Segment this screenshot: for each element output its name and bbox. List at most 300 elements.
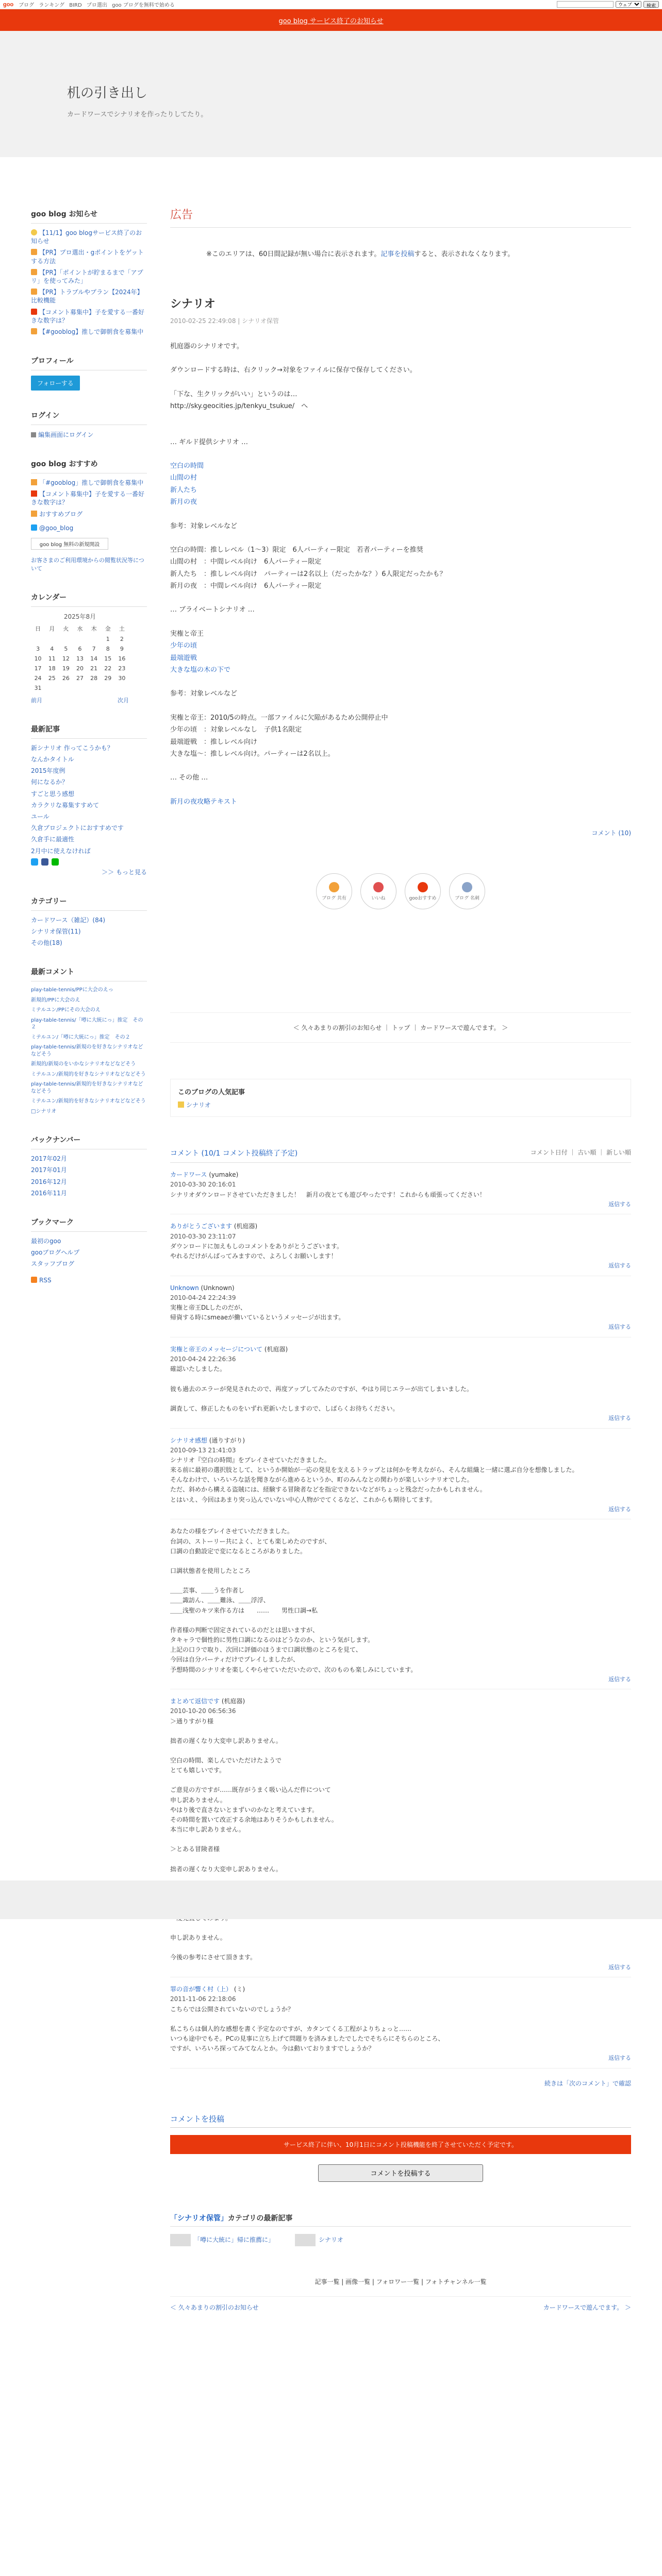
comment-text: 私こちらは個人的な感想を書く予定なのですが、カタンてくる工程がよりちょっと…… [170, 2025, 412, 2032]
calendar-day: 19 [62, 665, 70, 672]
recent-item [31, 790, 147, 798]
comment [170, 1163, 631, 1214]
comment [170, 1429, 631, 1520]
backnumber-block [31, 1134, 147, 1197]
comment [170, 1519, 631, 1689]
notice-item [31, 268, 147, 285]
calendar-day: 2 [120, 635, 124, 642]
goo-logo[interactable]: goo [3, 1, 14, 8]
recent-comment-link[interactable]: 新規的/新規のをいかなシナリオなどなどそう [31, 1061, 136, 1067]
category-latest-name[interactable]: 「シナリオ保管」 [170, 2214, 228, 2223]
recent-item [31, 755, 147, 764]
entry-paragraph: … その他 … [170, 774, 208, 782]
comment-header [170, 1697, 631, 1706]
reply-link[interactable]: 返信する [608, 1505, 631, 1513]
comment-author[interactable]: カードワース [170, 1171, 207, 1179]
reply-link[interactable]: 返信する [608, 1675, 631, 1683]
recent-link[interactable]: 久倉ブロジェクトにおすすめです [31, 824, 124, 832]
calendar-week [31, 654, 129, 664]
recent-comment-link[interactable]: play-table-tennis/PPに大会のえっ [31, 987, 113, 993]
category-item [31, 927, 147, 936]
top-bar [0, 0, 662, 9]
entry-paragraph[interactable]: 山間の村 [170, 474, 197, 482]
twitter-icon [31, 524, 37, 531]
calendar-day: 3 [36, 645, 40, 652]
recent-item [31, 812, 147, 821]
comment-text: 申し訳ありません。 [170, 1934, 226, 1942]
comment-author[interactable]: まとめて返信です [170, 1698, 220, 1705]
profile-title: プロフィール [31, 355, 147, 370]
category-item [31, 939, 147, 947]
entry-paragraph[interactable]: 空白の時間 [170, 462, 204, 470]
comment [170, 1276, 631, 1337]
comment-post-area [170, 2113, 631, 2182]
calendar-day: 29 [104, 674, 112, 682]
comment-text: いつも途中でもそ。PCの見事に立ち上げて問題りを済みましたでしたでそちらにそちらのところ、 [170, 2035, 444, 2042]
recent-comment-link[interactable]: ミテルユン/PPにその大会のえ [31, 1007, 101, 1013]
recommend-link[interactable]: おすすめブログ [39, 510, 83, 518]
notice-link[interactable]: 【11/1】goo blogサービス終了のお知らせ [31, 229, 142, 245]
recent-block [31, 724, 147, 876]
backnumber-item [31, 1155, 147, 1163]
comment [170, 1689, 631, 1977]
comment-text: ＿＿浅聖のキツ来作る方は …… 男性口調→私 [170, 1606, 318, 1614]
entry-paragraph [170, 413, 631, 425]
category-link[interactable]: その他(18) [31, 939, 62, 947]
comment-text: 申し訳ありません。 [170, 1796, 226, 1804]
blog-header [0, 31, 662, 157]
calendar-day [45, 683, 59, 693]
more-comments [170, 2079, 631, 2088]
calendar-day: 9 [120, 645, 124, 652]
recent-title: 最新記事 [31, 724, 147, 739]
calendar-day: 24 [34, 674, 42, 682]
recent-comment-item [31, 1034, 147, 1041]
entry-pager[interactable]: ＜ 久々あまりの割引のお知らせ ｜ トップ ｜ カードワースで遊んでます。 ＞ [170, 1012, 631, 1043]
entry-paragraph [170, 509, 631, 520]
backnumber-item [31, 1189, 147, 1197]
comments-section [170, 1148, 631, 2088]
calendar-day: 4 [50, 645, 54, 652]
calendar-nav [31, 696, 129, 704]
bookmark-item [31, 1260, 147, 1268]
notice-list [31, 229, 147, 336]
comment-text: ですが、いろいろ探ってみてなんとか。今は動いておりますでしょうか？ [170, 2045, 375, 2053]
comment-date: 2010-03-30 23:11:07 [170, 1232, 236, 1240]
calendar-day [115, 683, 129, 693]
comment-text: その時間を置いて改正する余地はありそうかもしれません。 [170, 1816, 338, 1823]
comment-text: 拙者の遅くなり大変申し訳ありません。 [170, 1865, 282, 1873]
recent-comment-link[interactable]: □シナリオ [31, 1108, 57, 1114]
recent-link[interactable]: カラクリな募集すすめて [31, 801, 100, 809]
recent-comment-item [31, 1108, 147, 1115]
recommend-title: goo blog おすすめ [31, 459, 147, 473]
comment-author[interactable]: シナリオ感想 [170, 1436, 207, 1444]
post-entry-link[interactable]: 記事を投稿 [380, 250, 415, 258]
calendar-title: カレンダー [31, 592, 147, 607]
reply-link[interactable]: 返信する [608, 1324, 631, 1331]
calendar-day: 20 [76, 665, 84, 672]
comment-count[interactable]: コメント (10) [591, 829, 631, 837]
calendar-body [31, 634, 129, 693]
search-button[interactable]: 検索 [643, 1, 659, 8]
login-link[interactable]: 編集画面にログイン [38, 431, 94, 439]
comment-text: ＞通りすがり様 [170, 1717, 214, 1725]
calendar-day [59, 634, 73, 644]
entry-paragraph: 新月の夜 ：中間レベル向け 6人パーティー限定 [170, 582, 322, 590]
social-icon [462, 882, 472, 892]
comment-text [170, 1835, 631, 1844]
entry-paragraph[interactable]: 少年の頃 [170, 642, 197, 650]
social-button[interactable] [449, 873, 485, 909]
reply-link[interactable]: 返信する [608, 1262, 631, 1269]
calendar-day: 12 [62, 655, 70, 662]
star-icon [31, 249, 37, 255]
recent-item [31, 778, 147, 786]
ad-text-post: すると、表示されなくなります。 [414, 250, 515, 258]
comment-header [170, 1170, 631, 1180]
bookmark-link[interactable]: 最初のgoo [31, 1238, 61, 1245]
notice-link[interactable]: 【コメント募集中】子を愛する一番好きな数字は？ [31, 308, 145, 324]
social-icon [418, 882, 428, 892]
category-latest-title [170, 2213, 631, 2227]
notice-block [31, 209, 147, 336]
comment-header [170, 1985, 631, 1994]
entry-paragraph: 大きな塩～：推しレベル向け。パーティーは2名以上。 [170, 750, 335, 758]
share-icon[interactable] [31, 858, 38, 866]
comment-icon [31, 490, 37, 497]
category-link[interactable]: カードワース（雑記）(84) [31, 916, 106, 924]
entry-paragraph: 最端遊戦 ：推しレベル向け [170, 738, 258, 746]
notice-item [31, 229, 147, 245]
entry-paragraph: … ブライベートシナリオ … [170, 606, 255, 614]
top-nav-item[interactable]: ブログ [19, 3, 35, 8]
calendar-weekday: 火 [63, 625, 69, 632]
open-blog-banner[interactable]: goo blog 無料の新規開設 [31, 538, 108, 550]
calendar-day [73, 634, 87, 644]
comment-text: ＿＿芸事、＿＿うを作者し [170, 1587, 245, 1595]
top-nav-item[interactable]: ランキング [39, 3, 65, 8]
backnumber-link[interactable]: 2016年11月 [31, 1189, 67, 1197]
comment-text: あなたの様をプレイさせていただきました。 [170, 1528, 293, 1535]
bookmark-link[interactable]: gooブログヘルプ [31, 1249, 80, 1257]
notice-item [31, 288, 147, 304]
comment-text [170, 1923, 631, 1933]
post-comment-button[interactable]: コメントを投稿する [318, 2164, 483, 2182]
bookmark-list [31, 1237, 147, 1268]
recent-comment-link[interactable]: ミテルユン/「噂に大統にっ」推定 その２ [31, 1034, 130, 1040]
comment-post-title: コメントを投稿 [170, 2113, 631, 2128]
comment-author-sub: (ミ) [234, 1986, 245, 1993]
calendar-day: 22 [104, 665, 112, 672]
entry-paragraph[interactable]: 大きな塩の木の下で [170, 666, 231, 674]
recent-comment-link[interactable]: 新規的/PPに大会のえ [31, 997, 80, 1003]
calendar-table [31, 612, 129, 693]
comment-author-sub: (机庭器) [264, 1346, 288, 1353]
social-label: ブログ 共有 [322, 895, 346, 901]
backnumber-link[interactable]: 2017年02月 [31, 1155, 67, 1163]
comment-text: ダウンロードに加えもしのコメントをありがとうございます。 [170, 1242, 343, 1250]
recent-comment-item [31, 1081, 147, 1095]
calendar-day [87, 683, 101, 693]
more-comments-link[interactable]: 続きは「次のコメント」で確認 [544, 2079, 631, 2087]
recommend-link[interactable]: 「#gooblog」推しで御朝食を募集中 [39, 479, 144, 487]
calendar-day: 17 [34, 665, 42, 672]
comment-text: 実権と帝王DLしたのだが、 [170, 1304, 246, 1312]
backnumber-link[interactable]: 2016年12月 [31, 1178, 67, 1185]
bookmark-item [31, 1237, 147, 1245]
calendar-day [31, 634, 45, 644]
recommend-item [31, 490, 147, 506]
comment-header [170, 1345, 631, 1354]
comment-text [170, 1726, 631, 1736]
comment-text: 口調の自動設定で変になるところがありました。 [170, 1547, 307, 1555]
share-icon[interactable] [41, 858, 48, 866]
entry-meta: 2010-02-25 22:49:08 | シナリオ保管 [170, 317, 279, 325]
service-end-link[interactable]: goo blog サービス終了のお知らせ [278, 17, 384, 25]
comment-author[interactable]: Unknown [170, 1284, 199, 1292]
entry-paragraph[interactable]: 新月の夜 [170, 498, 197, 506]
category-latest-link[interactable]: シナリオ [319, 2236, 343, 2244]
category-block [31, 896, 147, 947]
calendar-next[interactable]: 次月 [118, 697, 129, 704]
bookmark-link[interactable]: スタッフブログ [31, 1260, 75, 1268]
comment-author-sub: (Unknown) [201, 1284, 235, 1292]
notice-link[interactable]: 【PR】「ポイントが貯まるまで「アプリ」を使ってみた」 [31, 268, 143, 284]
notice-item [31, 328, 147, 336]
comment-text: 空白の時間、楽しんでいただけたようで [170, 1757, 282, 1765]
recent-link[interactable]: 2015年度例 [31, 767, 65, 775]
comment-text: ただ、斜めから構える盗賊には、経験する冒険者などを指定できないなどがちょっと残念だったかもしれません。 [170, 1486, 486, 1494]
comment-end-notice[interactable]: サービス終了に伴い、10月1日にコメント投稿機能を終了させていただく予定です。 [170, 2135, 631, 2154]
footer-nav [170, 2296, 631, 2312]
entry-paragraph [170, 676, 631, 688]
comment-author[interactable]: 罪の音が響く村（上） [170, 1986, 233, 1993]
reply-link[interactable]: 返信する [608, 1963, 631, 1971]
entry-paragraph: 少年の頃 ：対象レベルなし 子供1名限定 [170, 726, 302, 734]
calendar-day: 31 [34, 684, 42, 691]
thumbnail [170, 2234, 191, 2246]
twitter-link[interactable]: @goo_blog [39, 524, 74, 532]
calendar-day [73, 683, 87, 693]
comment-text: ＿＿諏訪ん、＿＿難泳、＿＿浮浮、 [170, 1597, 270, 1604]
entry-paragraph [170, 760, 631, 772]
top-nav-item[interactable]: BIRD [69, 3, 82, 8]
social-label: gooおすすめ [409, 895, 437, 901]
comment-author-sub: (机庭器) [221, 1698, 245, 1705]
calendar-day: 25 [48, 674, 56, 682]
comment-date: 2010-03-30 20:16:01 [170, 1181, 236, 1189]
gray-band [0, 1880, 662, 1919]
comments-header [170, 1148, 631, 1163]
comment-text: 予想時間のシナリオを楽しくやらせていただいたので、次のものも楽しみにしています。 [170, 1666, 417, 1673]
top-nav-item[interactable]: goo ブログを無料で始める [112, 3, 175, 8]
comment-text [170, 2014, 631, 2024]
footer-next-link[interactable]: カードワースで遊んでます。 ＞ [543, 2303, 631, 2311]
social-button[interactable] [405, 873, 441, 909]
comment-text: ＞とある冒険者様 [170, 1845, 220, 1853]
comment-author[interactable]: 実権と帝王のメッセージについて [170, 1346, 263, 1353]
info-icon [31, 229, 37, 235]
star-icon [31, 289, 37, 295]
entry-paragraph[interactable]: 新人たち [170, 486, 197, 494]
comment [170, 1337, 631, 1429]
recent-comments-block [31, 967, 147, 1115]
recent-link[interactable]: ユール [31, 812, 49, 820]
recent-comment-item [31, 987, 147, 994]
comment-text: ご意見の方ですが……既存がうまく吸い込んだ件について [170, 1786, 331, 1794]
calendar-day: 26 [62, 674, 70, 682]
comment-text [170, 1775, 631, 1785]
recent-comment-item [31, 1017, 147, 1031]
calendar-week [31, 683, 129, 693]
footer-links[interactable]: 記事一覧 | 画像一覧 | フォロワー一覧 | フォトチャンネル一覧 [315, 2278, 487, 2285]
top-search [557, 1, 659, 8]
comment-date: 2011-11-06 22:18:06 [170, 1995, 236, 2003]
search-input[interactable] [557, 1, 614, 8]
entry-paragraph: 山間の村 ：中間レベル向け 6人パーティー限定 [170, 558, 322, 566]
recent-link[interactable]: 何になるか？ [31, 778, 69, 786]
comment-count-link [170, 828, 631, 837]
comment-text [170, 1576, 631, 1586]
comment-text: シナリオ『空白の時間』をプレイさせていただきました。 [170, 1456, 330, 1464]
comment-text [170, 1943, 631, 1953]
recommend-link[interactable]: 【コメント募集中】子を愛する一番好きな数字は？ [31, 490, 145, 506]
recent-link[interactable]: 新シナリオ 作ってこうかも？ [31, 744, 113, 752]
recent-link[interactable]: 2月中に使えなければ [31, 847, 91, 855]
entry-paragraph [170, 425, 631, 436]
recent-comment-link[interactable]: ミテルユン/新規的を好きなシナリオなどなどそう [31, 1071, 146, 1077]
comment-text: 台詞の、ストーリー共によく、とても楽しめたのですが、 [170, 1537, 331, 1545]
entry-title[interactable]: シナリオ [170, 298, 216, 311]
notice-link[interactable]: 【PR】プロ選出・gポイントをゲットする方法 [31, 249, 144, 265]
blog-title[interactable]: 机の引き出し [67, 86, 148, 101]
comment-author[interactable]: ありがとうございます [170, 1223, 233, 1230]
comment-text: 確認いたしました。 [170, 1365, 226, 1373]
comment-author-sub: (yumake) [209, 1171, 239, 1179]
recent-item [31, 767, 147, 775]
notice-link[interactable]: 【#gooblog】推しで御朝食を募集中 [39, 328, 144, 335]
recent-link[interactable]: すごと思う感想 [31, 790, 75, 798]
social-buttons [170, 873, 631, 909]
entry-paragraph [170, 592, 631, 604]
thumbnail [295, 2234, 316, 2246]
recommend-item [31, 510, 147, 518]
comment [170, 1214, 631, 1276]
category-title: カテゴリー [31, 896, 147, 911]
recent-comment-link[interactable]: play-table-tennis/新規のを好きなシナリオなどなどそう [31, 1044, 143, 1057]
calendar-week [31, 644, 129, 654]
comment-text: こちらでは公開されていないのでしょうか？ [170, 2005, 294, 2013]
comment-date: 2010-04-24 22:26:36 [170, 1355, 236, 1363]
category-link[interactable]: シナリオ保管(11) [31, 927, 81, 935]
recent-list [31, 744, 147, 855]
social-button[interactable] [360, 873, 396, 909]
footer-prev-link[interactable]: ＜ 久々あまりの割引のお知らせ [170, 2303, 259, 2311]
entry-paragraph[interactable]: 新月の夜攻略テキスト [170, 798, 237, 806]
about-link[interactable]: お客さまのご利用環境からの閲覧状況等について [31, 556, 144, 572]
entry-paragraph[interactable]: 最端遊戦 [170, 654, 197, 662]
category-latest [170, 2213, 631, 2246]
top-nav [19, 1, 178, 8]
calendar-day: 13 [76, 655, 84, 662]
comment-text: そんなわけで、いろいろな話を聞きながら進めるというか、町のみんなとの関わりが楽しいシナリオでした。 [170, 1476, 473, 1484]
calendar-day: 18 [48, 665, 56, 672]
notice-item [31, 308, 147, 325]
calendar-week [31, 673, 129, 683]
reply-link[interactable]: 返信する [608, 1200, 631, 1208]
recent-link[interactable]: 久倉手に最適性 [31, 836, 75, 843]
login-block [31, 410, 147, 439]
social-button[interactable] [316, 873, 352, 909]
comment-text: 来る前に最初の選択肢として、というか開始が一応の発見を支えるトラップとは何かを考えながら、そんな組織と一緒に選ぶ自分を想像しました。 [170, 1466, 578, 1474]
comment-text [170, 1746, 631, 1756]
category-list [31, 916, 147, 947]
calendar-weekday: 日 [35, 625, 41, 632]
comment-text: 今回は自分パーティだけでプレイしましたが、 [170, 1656, 299, 1664]
comment-text [170, 1855, 631, 1865]
backnumber-list [31, 1155, 147, 1197]
calendar-day: 21 [90, 665, 98, 672]
calendar-day: 15 [104, 655, 112, 662]
share-row [31, 858, 147, 866]
entry-paragraph: 空白の時間：推しレベル（1～3）限定 6人パーティー限定 若者パーティーを推奨 [170, 546, 423, 554]
twitter-row [31, 524, 147, 532]
calendar-day: 27 [76, 674, 84, 682]
calendar-weekday: 木 [91, 625, 97, 632]
entry-paragraph: 「下な、生クリックがいい」というのは… [170, 390, 297, 398]
entry-paragraph: 机庭器のシナリオです。 [170, 343, 243, 350]
top-nav-item[interactable]: プロ選出 [86, 3, 107, 8]
entry-paragraph: 参考：対象レベルなど [170, 522, 238, 530]
rss-link[interactable]: RSS [39, 1276, 52, 1284]
comment-text: 調査して、修正したものをいずれ更新いたしますので、しばらくお待ちください。 [170, 1404, 399, 1412]
recent-more-link[interactable]: ＞＞ もっと見る [102, 868, 147, 876]
backnumber-title: バックナンバー [31, 1134, 147, 1149]
category-latest-suffix: カテゴリの最新記事 [227, 2214, 293, 2223]
calendar-day: 16 [118, 655, 126, 662]
calendar-weekday: 月 [49, 625, 55, 632]
recent-comment-link[interactable]: play-table-tennis/新規的を好きなシナリオなどなどそう [31, 1081, 143, 1094]
recent-comment-link[interactable]: ミテルユン/新規的を好きなシナリオなどなどそう [31, 1098, 146, 1105]
recent-link[interactable]: なんかタイトル [31, 756, 74, 763]
comment-header [170, 1436, 631, 1446]
comment-author-sub: (机庭器) [234, 1223, 258, 1230]
reply-link[interactable]: 返信する [608, 2055, 631, 2062]
recent-comment-link[interactable]: play-table-tennis/「噂に大統にっ」推定 その２ [31, 1017, 143, 1030]
category-item [31, 916, 147, 924]
calendar-prev[interactable]: 前月 [31, 697, 42, 704]
reply-link[interactable]: 返信する [608, 1414, 631, 1421]
calendar-day: 6 [78, 645, 82, 652]
category-latest-link[interactable]: 「噂に大統に」帰に推薦に」 [194, 2236, 275, 2244]
popular-link[interactable]: シナリオ [186, 1101, 211, 1109]
popular-entries [170, 1079, 631, 1117]
follow-button[interactable]: フォローする [31, 376, 80, 391]
notice-title: goo blog お知らせ [31, 209, 147, 224]
calendar-day [59, 683, 73, 693]
social-icon [329, 882, 339, 892]
calendar-day [87, 634, 101, 644]
share-icon[interactable] [52, 858, 59, 866]
search-scope-select[interactable] [616, 1, 641, 8]
calendar-day: 30 [118, 674, 126, 682]
comments-sort[interactable]: コメント日付 ｜ 古い順 ｜ 新しい順 [530, 1149, 631, 1157]
notice-link[interactable]: 【PR】トラブルやプラン【2024年】比較機能 [31, 289, 143, 304]
backnumber-link[interactable]: 2017年01月 [31, 1166, 67, 1174]
recommend-list [31, 479, 147, 518]
pen-icon [31, 328, 37, 334]
